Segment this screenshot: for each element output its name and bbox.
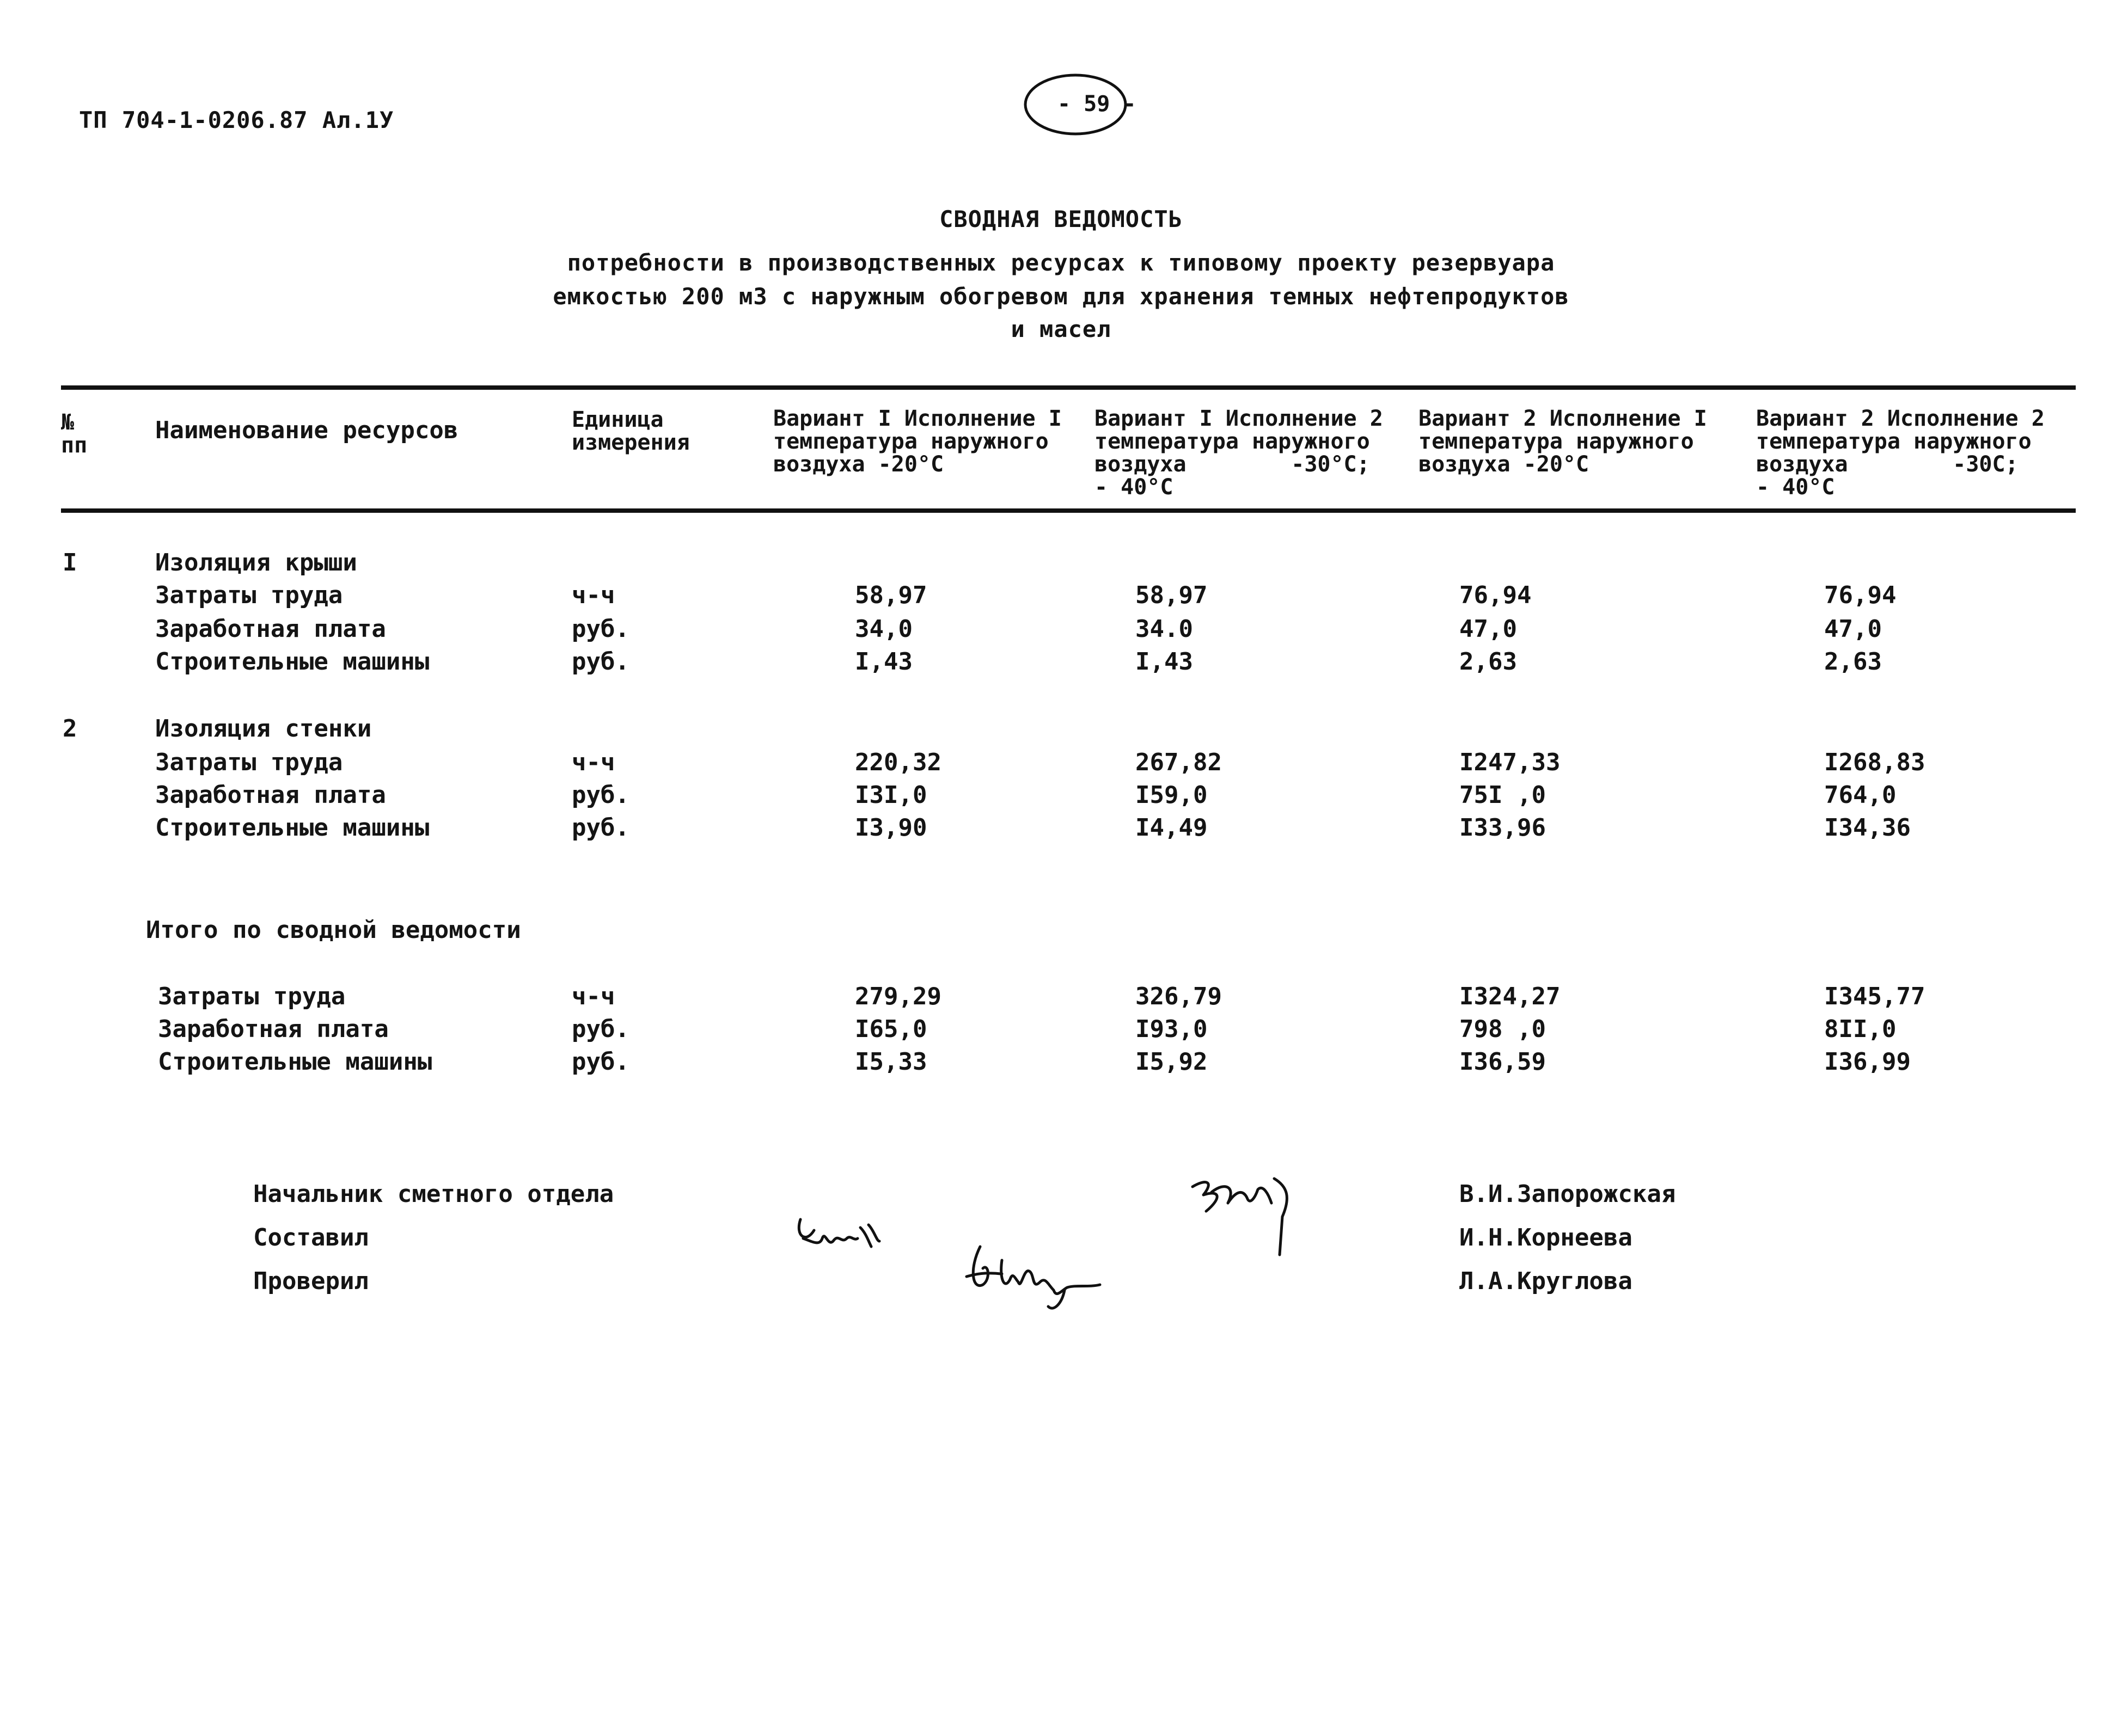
signatory-name: И.Н.Корнеева [1459,1224,1632,1252]
resource-name: Строительные машины [155,814,430,842]
resource-name: Затраты труда [155,749,343,776]
value-v2e2: 2,63 [1824,648,1882,676]
value-v2e1: I36,59 [1459,1048,1546,1076]
value-v1e2: I,43 [1135,648,1193,676]
value-v1e1: I3I,0 [855,781,927,809]
unit: руб. [572,1015,629,1043]
unit: руб. [572,648,629,676]
value-v2e1: I247,33 [1459,749,1561,776]
value-v1e1: I65,0 [855,1015,927,1043]
unit: ч-ч [572,581,615,609]
page-number: - 59 - [1057,91,1136,116]
table-header-rule [61,508,2076,513]
handwritten-signature-1 [1182,1165,1307,1263]
handwritten-signature-2 [784,1209,893,1268]
value-v2e2: 76,94 [1824,581,1897,609]
resource-name: Строительные машины [155,648,430,676]
signatory-name: Л.А.Круглова [1459,1267,1632,1295]
unit: руб. [572,814,629,842]
value-v1e1: 279,29 [855,983,941,1010]
unit: руб. [572,781,629,809]
header-unit: Единица измерения [572,407,690,455]
value-v2e1: 75I ,0 [1459,781,1546,809]
value-v1e2: I93,0 [1135,1015,1208,1043]
title-line-3: емкостью 200 м3 с наружным обогревом для хранения темных нефтепродуктов [553,283,1569,310]
header-variant1-exec2: Вариант I Исполнение 2 температура наружного воздуха -30°С; - 40°С [1094,406,1383,500]
value-v2e2: I34,36 [1824,814,1911,842]
section-title: Изоляция крыши [155,549,357,576]
value-v1e2: I5,92 [1135,1048,1208,1076]
unit: ч-ч [572,749,615,776]
unit: руб. [572,615,629,643]
section-num: 2 [63,715,77,743]
value-v2e2: I36,99 [1824,1048,1911,1076]
resource-name: Заработная плата [155,781,386,809]
unit: руб. [572,1048,629,1076]
value-v1e1: 34,0 [855,615,913,643]
value-v1e1: 220,32 [855,749,941,776]
value-v1e1: I5,33 [855,1048,927,1076]
signature-role: Начальник сметного отдела [253,1180,614,1208]
header-variant2-exec2: Вариант 2 Исполнение 2 температура наружного воздуха -30С; - 40°С [1756,406,2045,500]
resource-name: Затраты труда [155,581,343,609]
value-v2e1: 2,63 [1459,648,1517,676]
value-v1e1: I,43 [855,648,913,676]
resource-name: Затраты труда [158,983,346,1010]
value-v2e2: 8II,0 [1824,1015,1897,1043]
resource-name: Заработная плата [158,1015,389,1043]
value-v2e2: I345,77 [1824,983,1925,1010]
title-line-2: потребности в производственных ресурсах к типовому проекту резервуара [567,249,1555,276]
header-num: № пп [61,410,88,458]
value-v1e1: 58,97 [855,581,927,609]
resource-name: Заработная плата [155,615,386,643]
title-line-4: и масел [1011,316,1111,342]
header-variant2-exec1: Вариант 2 Исполнение I температура наружного воздуха -20°С [1418,406,1707,477]
value-v1e1: I3,90 [855,814,927,842]
section-num: I [63,549,77,576]
value-v1e2: 34.0 [1135,615,1193,643]
value-v1e2: 326,79 [1135,983,1222,1010]
value-v1e2: 58,97 [1135,581,1208,609]
value-v2e2: 47,0 [1824,615,1882,643]
document-code: ТП 704-1-0206.87 Ал.1У [79,107,394,133]
signature-role: Составил [253,1224,369,1252]
unit: ч-ч [572,983,615,1010]
value-v1e2: I4,49 [1135,814,1208,842]
value-v2e1: 76,94 [1459,581,1532,609]
value-v1e2: 267,82 [1135,749,1222,776]
value-v2e1: I324,27 [1459,983,1561,1010]
signature-role: Проверил [253,1267,369,1295]
total-title: Итого по сводной ведомости [146,916,521,944]
section-title: Изоляция стенки [155,715,372,743]
title-line-1: СВОДНАЯ ВЕДОМОСТЬ [939,206,1183,232]
table-top-rule [61,385,2076,390]
value-v2e1: 47,0 [1459,615,1517,643]
handwritten-signature-3 [958,1230,1111,1317]
value-v2e1: 798 ,0 [1459,1015,1546,1043]
value-v1e2: I59,0 [1135,781,1208,809]
value-v2e2: 764,0 [1824,781,1897,809]
resource-name: Строительные машины [158,1048,432,1076]
value-v2e1: I33,96 [1459,814,1546,842]
header-variant1-exec1: Вариант I Исполнение I температура наружного воздуха -20°С [773,406,1062,477]
signatory-name: В.И.Запорожская [1459,1180,1676,1208]
header-name: Наименование ресурсов [155,416,458,444]
value-v2e2: I268,83 [1824,749,1925,776]
